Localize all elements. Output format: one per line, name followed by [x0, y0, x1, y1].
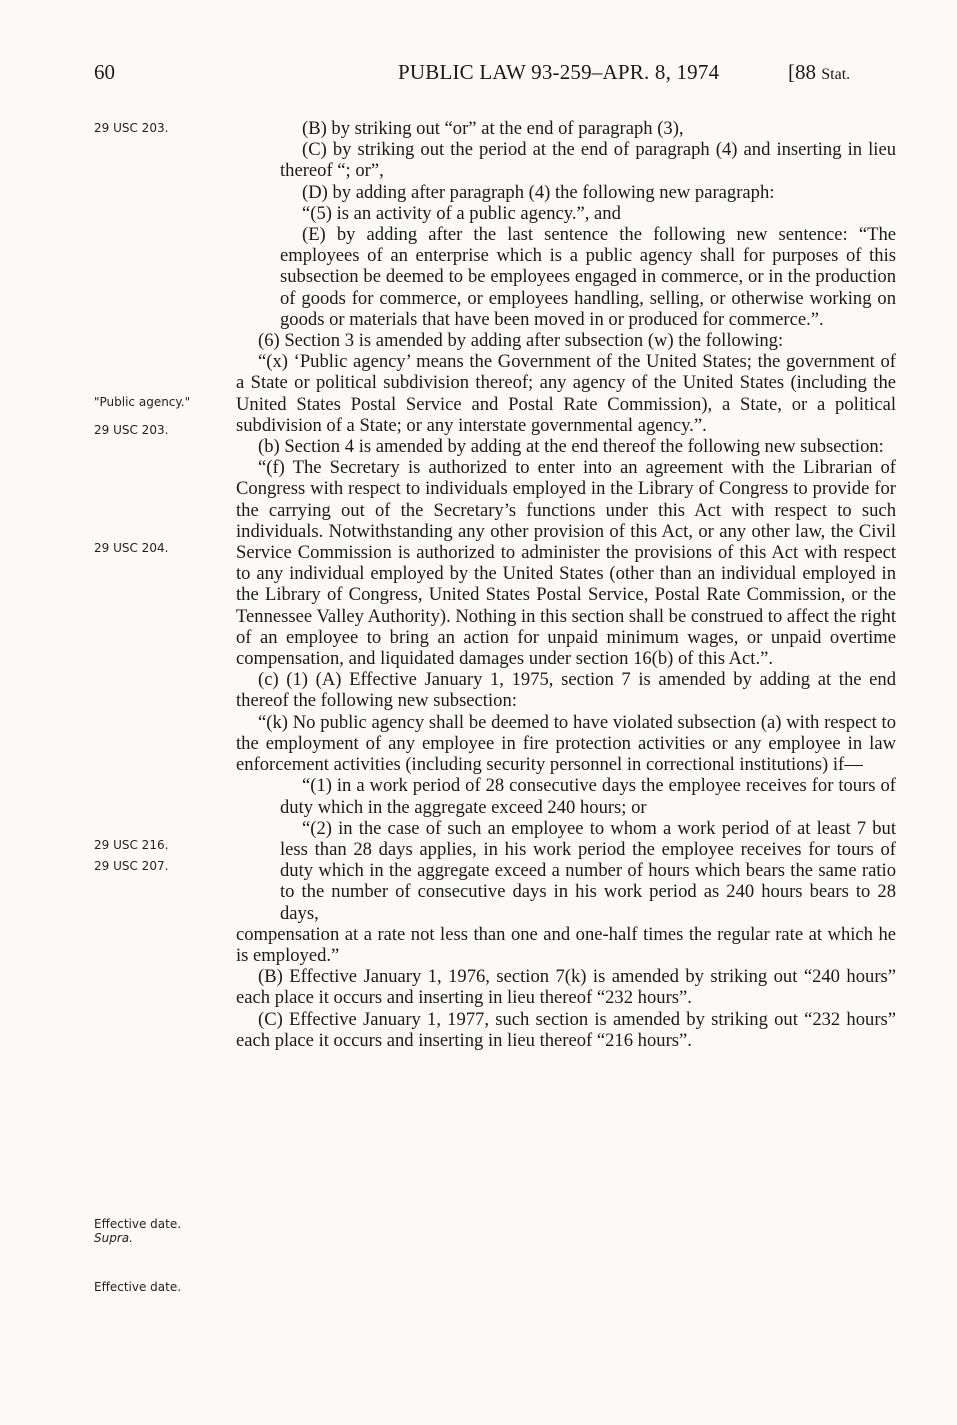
- paragraph-f: “(f) The Secretary is authorized to enter into an agreement with the Librarian of Congress with respect to individuals employed in the Library of Congress to provide for the carrying out of the Secretary’s functions under this Act with respect to such individuals. Notwithstanding any other provision of this Act, or any other law, the Civil Service Commission is authorized to administer the provisions of this Act with respect to any individual employed by the United States (other than an individual employed in the Library of Congress, United States Postal Service, Postal Rate Commission, or the Tennessee Valley Authority). Nothing in this section shall be construed to affect the right of an employee to bring an action for unpaid minimum wages, or unpaid overtime compensation, and liquidated damages under section 16(b) of this Act.”.: [236, 457, 897, 670]
- paragraph-b-1976: (B) Effective January 1, 1976, section 7(k) is amended by striking out “240 hours” each place it occurs and inserting in lieu thereof “232 hours”.: [236, 966, 896, 1009]
- paragraph-section-4: (b) Section 4 is amended by adding at the end thereof the following new subsection:: [258, 436, 884, 458]
- document-body: [236, 118, 896, 1051]
- margin-note-public-agency: "Public agency.": [94, 395, 191, 409]
- margin-note-supra: Supra.: [94, 1231, 133, 1245]
- margin-note-29-usc-203: 29 USC 203.: [94, 121, 169, 135]
- paragraph-k-2: “(2) in the case of such an employee to whom a work period of at least 7 but less than 28 days applies, in his work period the employee receives for tours of duty which in the aggregate exceed a number of hours which bears the same ratio to the number of consecutive days in his work period as 240 hours bears to 28 days,: [280, 817, 896, 924]
- paragraph-k: “(k) No public agency shall be deemed to have violated subsection (a) with respect to the employment of any employee in fire protection activities or any employee in law enforcement activities (including security personnel in correctional institutions) if—: [236, 711, 896, 776]
- margin-note-effective-date-2: Effective date.: [94, 1280, 182, 1294]
- margin-note-29-usc-216: 29 USC 216.: [94, 838, 169, 852]
- paragraph-c: (C) by striking out the period at the end of paragraph (4) and inserting in lieu thereof “; or”,: [280, 139, 896, 182]
- running-title: PUBLIC LAW 93-259–APR. 8, 1974: [398, 60, 720, 84]
- paragraph-b: (B) by striking out “or” at the end of paragraph (3),: [302, 118, 684, 139]
- paragraph-5: “(5) is an activity of a public agency.”, and: [302, 202, 621, 224]
- statute-reference: [788, 60, 850, 85]
- margin-note-29-usc-207: 29 USC 207.: [94, 859, 169, 873]
- paragraph-k-1: “(1) in a work period of 28 consecutive days the employee receives for tours of duty which in the aggregate exceed 240 hours; or: [280, 775, 896, 818]
- page-number: 60: [94, 60, 115, 84]
- margin-note-29-usc-204: 29 USC 204.: [94, 541, 169, 555]
- stat-suffix: Stat.: [821, 66, 851, 83]
- running-header: [0, 60, 957, 88]
- paragraph-d: (D) by adding after paragraph (4) the following new paragraph:: [302, 181, 775, 203]
- stat-prefix: [88: [788, 60, 822, 84]
- paragraph-6: (6) Section 3 is amended by adding after subsection (w) the following:: [258, 330, 784, 352]
- paragraph-e: (E) by adding after the last sentence the following new sentence: “The employees of an enterprise which is a public agency shall for purposes of this subsection be deemed to be employees engaged in commerce, or in the production of goods for commerce, or employees handling, selling, or otherwise working on goods or materials that have been moved in or produced for commerce.”.: [280, 224, 896, 330]
- paragraph-c-1977: (C) Effective January 1, 1977, such section is amended by striking out “232 hours” each place it occurs and inserting in lieu thereof “216 hours”.: [236, 1008, 896, 1051]
- margin-note-effective-date: Effective date.: [94, 1217, 182, 1231]
- paragraph-c-1-a: (c) (1) (A) Effective January 1, 1975, section 7 is amended by adding at the end thereof the following new subsection:: [236, 669, 896, 712]
- paragraph-x-public-agency: “(x) ‘Public agency’ means the Government of the United States; the government of a State or political subdivision thereof; any agency of the United States (including the United States Postal Service and Postal Rate Commission), a State, or a political subdivision of a State; or any interstate governmental agency.”.: [236, 351, 896, 436]
- margin-note-29-usc-203-b: 29 USC 203.: [94, 423, 169, 437]
- paragraph-compensation: compensation at a rate not less than one and one-half times the regular rate at which he is employed.”: [236, 923, 896, 966]
